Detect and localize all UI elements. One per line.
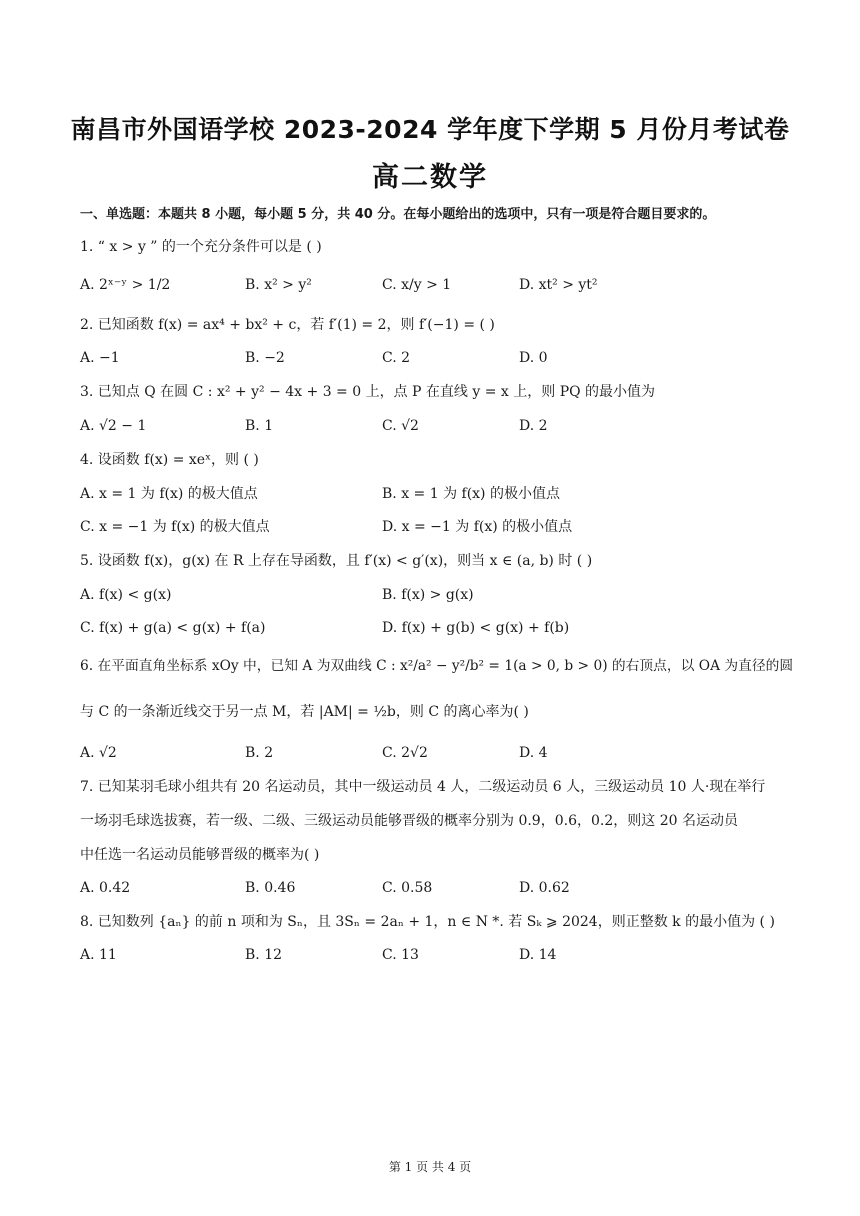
question-5-option-a: A. f(x) < g(x) — [80, 587, 172, 603]
question-5-option-d: D. f(x) + g(b) < g(x) + f(b) — [382, 620, 570, 636]
question-5-option-b: B. f(x) > g(x) — [382, 587, 474, 603]
question-2-option-b: B. −2 — [245, 350, 285, 366]
question-8-stem: 8. 已知数列 {aₙ} 的前 n 项和为 Sₙ，且 3Sₙ = 2aₙ + 1，n ∈ N *. 若 Sₖ ⩾ 2024，则正整数 k 的最小值为 ( ) — [80, 914, 775, 930]
question-6-option-d: D. 4 — [519, 745, 548, 761]
question-7-stem-line-2: 一场羽毛球选拔赛，若一级、二级、三级运动员能够晋级的概率分别为 0.9，0.6，0.2，则这 20 名运动员 — [80, 813, 738, 829]
question-4-option-b: B. x = 1 为 f(x) 的极小值点 — [382, 486, 560, 502]
question-4-option-d: D. x = −1 为 f(x) 的极小值点 — [382, 519, 573, 535]
question-7-option-b: B. 0.46 — [245, 880, 296, 896]
question-2-option-c: C. 2 — [382, 350, 411, 366]
question-8-option-a: A. 11 — [80, 947, 117, 963]
question-7-option-c: C. 0.58 — [382, 880, 433, 896]
question-2-option-a: A. −1 — [80, 350, 120, 366]
question-8-option-b: B. 12 — [245, 947, 283, 963]
question-1-stem: 1. “ x > y ” 的一个充分条件可以是 ( ) — [80, 239, 322, 255]
page-footer: 第 1 页 共 4 页 — [388, 1160, 472, 1174]
question-6-stem-line-2: 与 C 的一条渐近线交于另一点 M，若 |AM| = ½b，则 C 的离心率为( ) — [80, 704, 529, 720]
exam-subject: 高二数学 — [372, 162, 488, 193]
question-1-option-b: B. x² > y² — [245, 277, 312, 293]
question-1-option-d: D. xt² > yt² — [519, 277, 598, 293]
question-3-option-d: D. 2 — [519, 418, 548, 434]
question-3-option-c: C. √2 — [382, 418, 419, 434]
question-6-stem-line-1: 6. 在平面直角坐标系 xOy 中，已知 A 为双曲线 C : x²/a² − y²/b² = 1(a > 0, b > 0) 的右顶点，以 OA 为直径的圆 — [80, 658, 794, 674]
question-7-stem-line-3: 中任选一名运动员能够晋级的概率为( ) — [80, 847, 320, 863]
question-5-option-c: C. f(x) + g(a) < g(x) + f(a) — [80, 620, 266, 636]
question-2-stem: 2. 已知函数 f(x) = ax⁴ + bx² + c，若 f′(1) = 2，则 f′(−1) = ( ) — [80, 317, 495, 333]
question-8-option-d: D. 14 — [519, 947, 557, 963]
question-4-option-a: A. x = 1 为 f(x) 的极大值点 — [80, 486, 258, 502]
question-3-option-a: A. √2 − 1 — [80, 418, 147, 434]
question-6-option-b: B. 2 — [245, 745, 274, 761]
question-7-stem-line-1: 7. 已知某羽毛球小组共有 20 名运动员，其中一级运动员 4 人，二级运动员 6 人，三级运动员 10 人·现在举行 — [80, 779, 766, 795]
question-2-option-d: D. 0 — [519, 350, 548, 366]
question-6-option-c: C. 2√2 — [382, 745, 428, 761]
section-heading: 一、单选题：本题共 8 小题，每小题 5 分，共 40 分。在每小题给出的选项中，只有一项是符合题目要求的。 — [80, 207, 716, 222]
question-6-option-a: A. √2 — [80, 745, 117, 761]
question-7-option-d: D. 0.62 — [519, 880, 570, 896]
question-4-stem: 4. 设函数 f(x) = xeˣ，则 ( ) — [80, 452, 259, 468]
question-1-option-c: C. x/y > 1 — [382, 277, 452, 293]
question-3-option-b: B. 1 — [245, 418, 274, 434]
question-7-option-a: A. 0.42 — [80, 880, 131, 896]
question-4-option-c: C. x = −1 为 f(x) 的极大值点 — [80, 519, 270, 535]
exam-title: 南昌市外国语学校 2023-2024 学年度下学期 5 月份月考试卷 — [70, 115, 790, 144]
question-3-stem: 3. 已知点 Q 在圆 C : x² + y² − 4x + 3 = 0 上，点 P 在直线 y = x 上，则 PQ 的最小值为 — [80, 384, 656, 400]
question-5-stem: 5. 设函数 f(x)，g(x) 在 R 上存在导函数，且 f′(x) < g′(x)，则当 x ∈ (a, b) 时 ( ) — [80, 553, 593, 569]
question-8-option-c: C. 13 — [382, 947, 419, 963]
question-1-option-a: A. 2ˣ⁻ʸ > 1/2 — [80, 277, 171, 293]
